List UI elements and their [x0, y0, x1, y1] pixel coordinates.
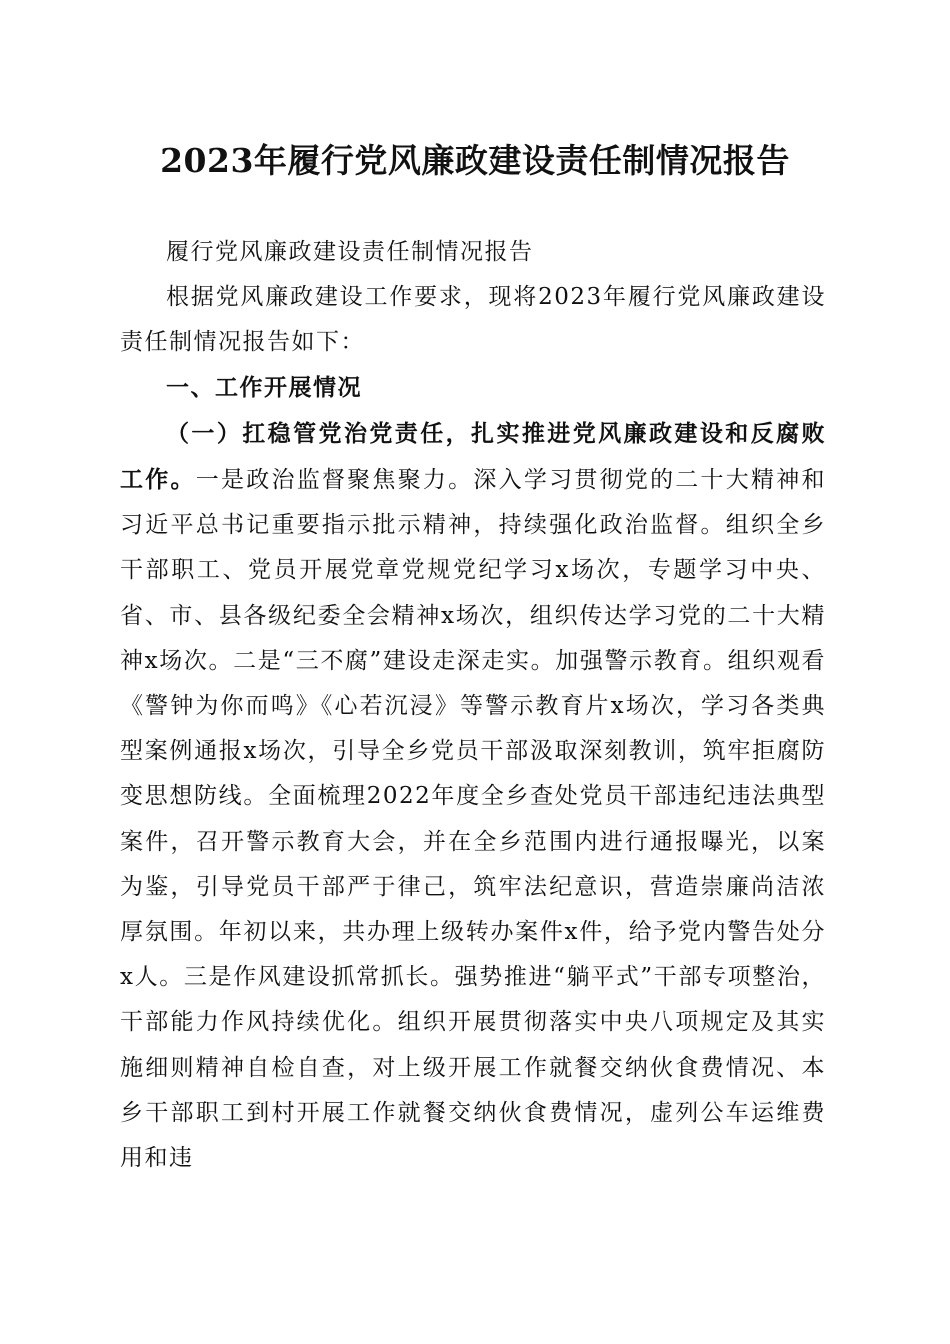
subsection-heading: （一）扛稳管党治党责任，扎实推进党风廉政建设和反腐败工作。: [120, 419, 826, 494]
subsection-paragraph: [120, 411, 826, 1181]
document-title: 2023年履行党风廉政建设责任制情况报告: [160, 141, 790, 180]
subsection-body: 一是政治监督聚焦聚力。深入学习贯彻党的二十大精神和习近平总书记重要指示批示精神，持续强化政治监督。组织全乡干部职工、党员开展党章党规党纪学习x场次，专题学习中央、省、市、县各级纪委全会精神x场次，组织传达学习党的二十大精神x场次。二是“三不腐”建设走深走实。加强警示教育。组织观看《警钟为你而鸣》《心若沉浸》等警示教育片x场次，学习各类典型案例通报x场次，引导全乡党员干部汲取深刻教训，筑牢拒腐防变思想防线。全面梳理2022年度全乡查处党员干部违纪违法典型案件，召开警示教育大会，并在全乡范围内进行通报曝光，以案为鉴，引导党员干部严于律己，筑牢法纪意识，营造崇廉尚洁浓厚氛围。年初以来，共办理上级转办案件x件，给予党内警告处分x人。三是作风建设抓常抓长。强势推进“躺平式”干部专项整治，干部能力作风持续优化。组织开展贯彻落实中央八项规定及其实施细则精神自检自查，对上级开展工作就餐交纳伙食费情况、本乡干部职工到村开展工作就餐交纳伙食费情况，虚列公车运维费用和违: [120, 467, 827, 1172]
document-body: [120, 230, 826, 1181]
subtitle-paragraph: 履行党风廉政建设责任制情况报告: [166, 239, 534, 265]
section-heading: 一、工作开展情况: [166, 374, 362, 401]
intro-paragraph: 根据党风廉政建设工作要求，现将2023年履行党风廉政建设责任制情况报告如下：: [120, 284, 826, 356]
